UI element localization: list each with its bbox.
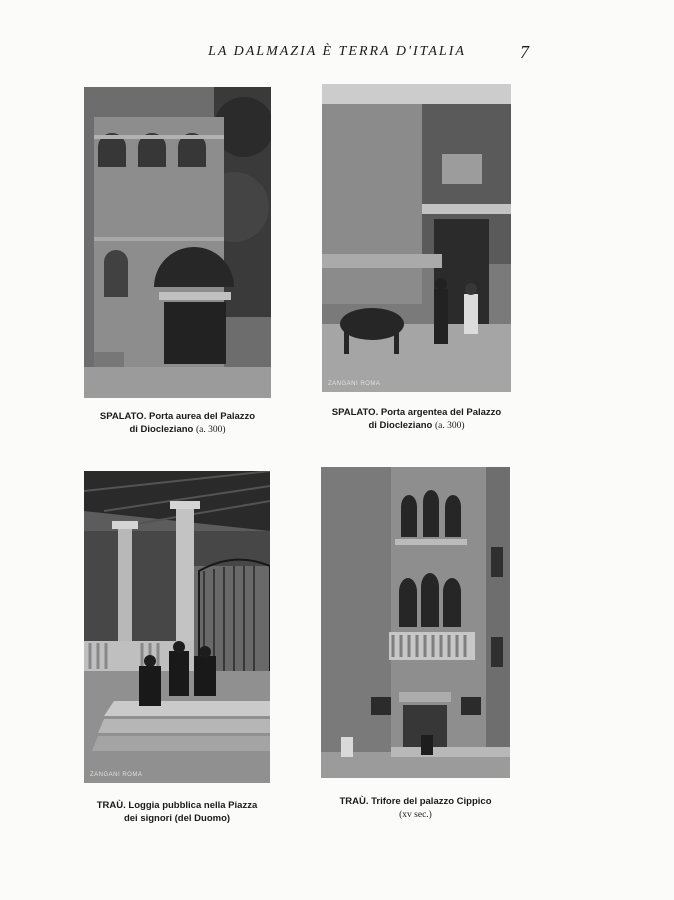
caption-line2: di Diocleziano (129, 424, 194, 435)
caption-place: TRAÙ. (339, 796, 369, 807)
caption-dating: (xv sec.) (399, 810, 432, 820)
photo-porta-argentea (322, 84, 511, 392)
caption-line1: Trifore del palazzo Cippico (371, 796, 492, 807)
photo-studio-mark: ZANGANI ROMA (90, 772, 143, 778)
page-header-title: LA DALMAZIA È TERRA D'ITALIA (208, 44, 466, 59)
caption-porta-aurea (84, 410, 271, 437)
caption-line2: di Diocleziano (368, 420, 433, 431)
caption-line1: Porta argentea del Palazzo (380, 407, 502, 418)
photo-studio-mark: ZANGANI ROMA (328, 381, 381, 387)
photo-palazzo-cippico (321, 467, 510, 778)
caption-loggia (80, 799, 274, 825)
photo-loggia (84, 471, 270, 783)
caption-palazzo-cippico (317, 795, 514, 822)
caption-line1: Loggia pubblica nella Piazza (128, 800, 258, 811)
caption-line1: Porta aurea del Palazzo (148, 411, 256, 422)
caption-place: SPALATO. (331, 407, 379, 418)
page-number: 7 (520, 42, 529, 62)
photo-porta-aurea (84, 87, 271, 398)
caption-place: TRAÙ. (96, 800, 126, 811)
caption-place: SPALATO. (99, 411, 147, 422)
caption-line2: dei signori (del Duomo) (123, 813, 231, 824)
caption-dating: (a. 300) (434, 421, 465, 431)
caption-dating: (a. 300) (195, 425, 226, 435)
caption-porta-argentea (318, 406, 515, 433)
